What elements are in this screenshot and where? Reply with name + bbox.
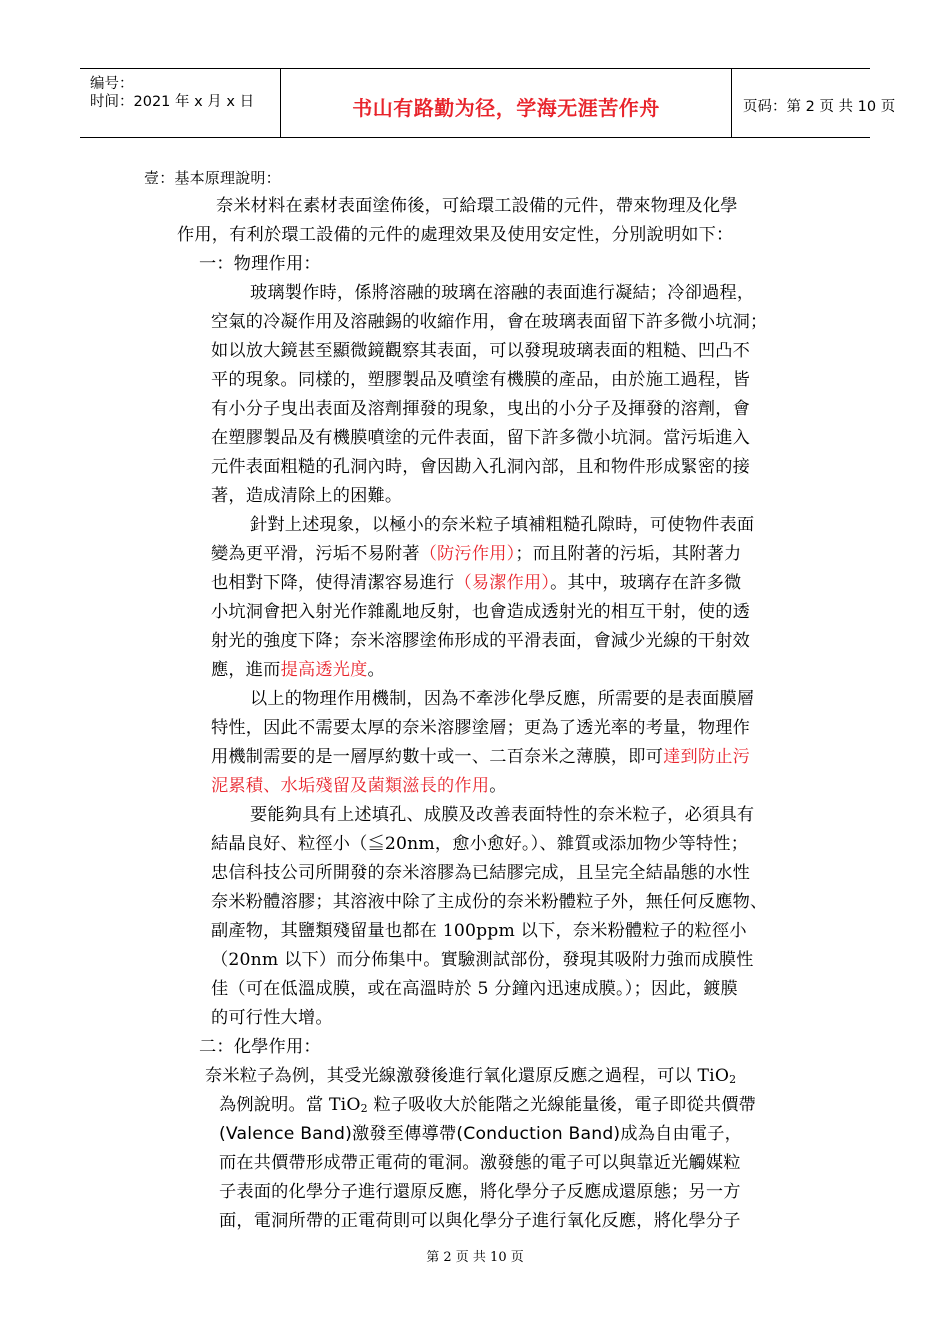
p2-text: 也相對下降，使得清潔容易進行 xyxy=(211,573,455,593)
antifouling-highlight: （防污作用） xyxy=(419,544,516,564)
chemical-title: 二：化學作用： xyxy=(199,1037,321,1057)
p2-line xyxy=(211,658,385,682)
p1-line: 在塑膠製品及有機膜噴塗的元件表面，留下許多微小坑洞。當污垢進入 xyxy=(211,428,751,448)
header-table xyxy=(80,68,896,138)
p5-line xyxy=(219,1093,756,1117)
p5-line: 面，電洞所帶的正電荷則可以與化學分子進行氧化反應，將化學分子 xyxy=(219,1211,741,1231)
subscript: 2 xyxy=(360,1102,368,1115)
p5-line: 子表面的化學分子進行還原反應，將化學分子反應成還原態；另一方 xyxy=(219,1182,741,1202)
p5-line xyxy=(205,1064,736,1088)
p1-line: 元件表面粗糙的孔洞內時，會因勘入孔洞內部，且和物件形成緊密的接 xyxy=(211,457,751,477)
p4-line: 奈米粉體溶膠；其溶液中除了主成份的奈米粉體粒子外，無任何反應物、 xyxy=(211,892,768,912)
p3-line: 特性，因此不需要太厚的奈米溶膠塗層；更為了透光率的考量，物理作 xyxy=(211,718,751,738)
header-motto-cell xyxy=(280,69,732,137)
p4-line: 的可行性大增。 xyxy=(211,1008,333,1028)
p1-line: 玻璃製作時，係將溶融的玻璃在溶融的表面進行凝結；冷卻過程， xyxy=(250,283,755,303)
p5-text: 奈米粒子為例，其受光線激發後進行氧化還原反應之過程，可以 TiO xyxy=(205,1066,730,1086)
p3-line xyxy=(211,774,507,798)
p4-line: 忠信科技公司所開發的奈米溶膠為已結膠完成，且呈完全結晶態的水性 xyxy=(211,863,751,883)
p5-text: 為例說明。當 TiO xyxy=(219,1095,361,1115)
header-page-label: 页码：第 2 页 共 10 页 xyxy=(743,99,896,115)
p4-line: 結晶良好、粒徑小（≦20nm，愈小愈好。）、雜質或添加物少等特性； xyxy=(211,834,749,854)
transmittance-highlight: 提高透光度 xyxy=(280,660,368,680)
p4-line: 副產物，其鹽類殘留量也都在 100ppm 以下，奈米粉體粒子的粒徑小 xyxy=(211,921,747,941)
p5-line: 而在共價帶形成帶正電荷的電洞。激發態的電子可以與靠近光觸媒粒 xyxy=(219,1153,741,1173)
intro-line: 作用，有利於環工設備的元件的處理效果及使用安定性，分別說明如下： xyxy=(177,225,734,245)
p3-line xyxy=(211,745,750,769)
subscript: 2 xyxy=(729,1073,737,1086)
p2-text: 。 xyxy=(367,660,385,680)
p2-text: 。其中，玻璃存在許多微 xyxy=(550,573,742,593)
page-footer: 第 2 页 共 10 页 xyxy=(426,1250,524,1265)
p4-line: （20nm 以下）而分佈集中。實驗測試部份，發現其吸附力強而成膜性 xyxy=(211,950,754,970)
p2-text: 變為更平滑，污垢不易附著 xyxy=(211,544,420,564)
easy-clean-highlight: （易潔作用） xyxy=(454,573,551,593)
p2-text: 應，進而 xyxy=(211,660,281,680)
p2-line xyxy=(211,571,741,595)
p3-text: 。 xyxy=(489,776,507,796)
section-title: 壹：基本原理說明： xyxy=(144,169,281,187)
p3-text: 用機制需要的是一層厚約數十或一、二百奈米之薄膜，即可 xyxy=(211,747,664,767)
p3-line: 以上的物理作用機制，因為不牽涉化學反應，所需要的是表面膜層 xyxy=(250,689,755,709)
header-left-cell xyxy=(80,69,280,137)
intro-line: 奈米材料在素材表面塗佈後，可給環工設備的元件，帶來物理及化學 xyxy=(216,196,738,216)
p2-line: 射光的強度下降；奈米溶膠塗佈形成的平滑表面，會減少光線的干射效 xyxy=(211,631,751,651)
p1-line: 著，造成清除上的困難。 xyxy=(211,486,403,506)
p4-line: 要能夠具有上述填孔、成膜及改善表面特性的奈米粒子，必須具有 xyxy=(250,805,755,825)
header-page-cell xyxy=(731,69,896,137)
p5-text: 粒子吸收大於能階之光線能量後，電子即從共價帶 xyxy=(367,1095,757,1115)
p1-line: 平的現象。同樣的，塑膠製品及噴塗有機膜的產品，由於施工過程，皆 xyxy=(211,370,751,390)
prevention-highlight: 達到防止污 xyxy=(663,747,751,767)
p1-line: 有小分子曳出表面及溶劑揮發的現象，曳出的小分子及揮發的溶劑，會 xyxy=(211,399,751,419)
p2-text: ；而且附著的污垢，其附著力 xyxy=(515,544,742,564)
prevention-highlight: 泥累積、水垢殘留及菌類滋長的作用 xyxy=(211,776,490,796)
doc-number-label: 编号： xyxy=(90,76,134,92)
p2-line: 小坑洞會把入射光作雜亂地反射，也會造成透射光的相互干射，使的透 xyxy=(211,602,751,622)
p2-line: 針對上述現象，以極小的奈米粒子填補粗糙孔隙時，可使物件表面 xyxy=(250,515,755,535)
motto: 书山有路勤为径，学海无涯苦作舟 xyxy=(352,96,660,120)
p1-line: 如以放大鏡甚至顯微鏡觀察其表面，可以發現玻璃表面的粗糙、凹凸不 xyxy=(211,341,751,361)
doc-time-label: 时间：2021 年 x 月 x 日 xyxy=(90,94,255,110)
p4-line: 佳（可在低溫成膜，或在高溫時於 5 分鐘內迅速成膜。）；因此，鍍膜 xyxy=(211,979,738,999)
p5-line: (Valence Band)激發至傳導帶(Conduction Band)成為自由電子， xyxy=(219,1124,743,1144)
p2-line xyxy=(211,542,741,566)
physical-title: 一：物理作用： xyxy=(199,254,321,274)
p1-line: 空氣的冷凝作用及溶融錫的收縮作用，會在玻璃表面留下許多微小坑洞； xyxy=(211,312,768,332)
